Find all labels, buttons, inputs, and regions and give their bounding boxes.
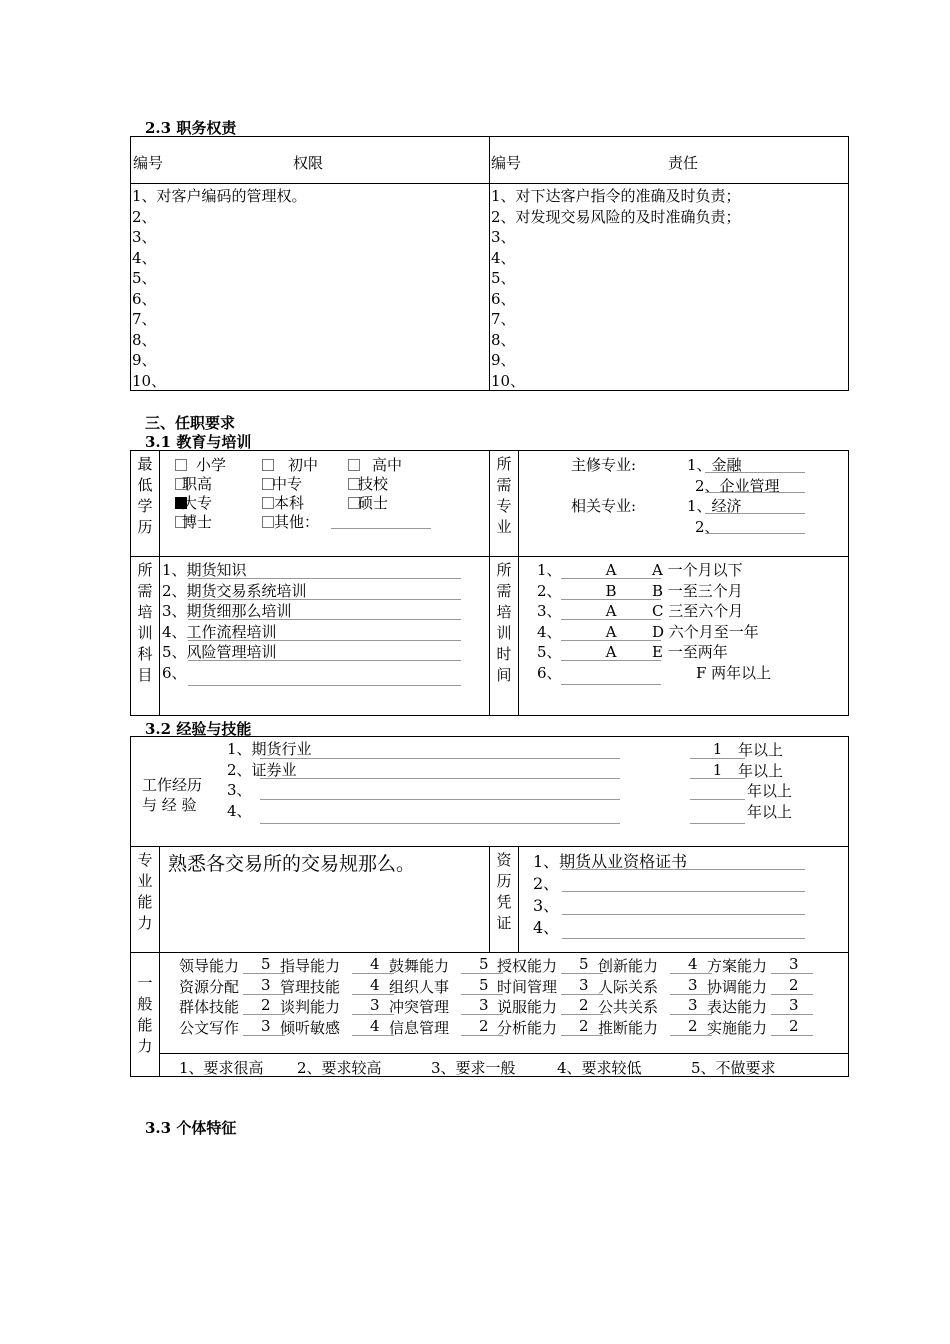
score-line xyxy=(771,973,813,974)
degree-label: 职高 xyxy=(182,475,213,493)
list-item: 1、对下达客户指令的准确及时负责； xyxy=(491,187,741,205)
ability-name: 冲突管理 xyxy=(389,998,450,1016)
list-item: 10、 xyxy=(491,371,526,390)
score-line xyxy=(670,973,712,974)
training-time-legend xyxy=(652,560,771,683)
list-item: 5、 xyxy=(491,269,516,287)
list-item: 2、 xyxy=(533,874,560,893)
related-major-1: 1、经济 xyxy=(687,497,742,515)
ability-score: 3 xyxy=(370,996,380,1014)
list-item: A 一个月以下 xyxy=(652,561,743,579)
score-line xyxy=(771,1035,813,1036)
list-item: 9、 xyxy=(491,351,516,369)
section-3-1-title: 3.1 教育与培训 xyxy=(145,433,252,451)
score-line xyxy=(243,973,285,974)
duty-header: 责任 xyxy=(668,154,699,172)
checkbox-bachelor[interactable] xyxy=(262,497,274,509)
ability-name: 方案能力 xyxy=(707,957,768,975)
ability-score: 5 xyxy=(261,955,271,973)
checkbox-primary[interactable] xyxy=(175,459,187,471)
ability-score: 3 xyxy=(789,996,799,1014)
list-item: 4、 xyxy=(491,248,516,267)
ability-score: 4 xyxy=(370,1017,380,1035)
degree-label: 博士 xyxy=(182,513,213,531)
ability-name: 鼓舞能力 xyxy=(389,957,450,975)
ability-name: 资源分配 xyxy=(179,978,240,996)
score-line xyxy=(243,994,285,995)
years-unit: 年以上 xyxy=(738,762,784,780)
list-item: 6、 xyxy=(132,289,157,308)
ability-score: 3 xyxy=(688,996,698,1014)
ability-name: 说服能力 xyxy=(497,998,558,1016)
list-item: 4、工作流程培训 xyxy=(162,622,277,641)
ability-score: 5 xyxy=(579,955,589,973)
score-line xyxy=(771,1014,813,1015)
training-time-value: A xyxy=(605,643,617,661)
ability-name: 群体技能 xyxy=(179,998,240,1016)
list-item: 2、期货交易系统培训 xyxy=(162,581,307,600)
list-item: 2、证券业 xyxy=(227,760,297,779)
ability-score: 2 xyxy=(789,1017,799,1035)
score-line xyxy=(243,1035,285,1036)
list-item: 6、 xyxy=(491,289,516,308)
section-3-3-title: 3.3 个体特征 xyxy=(145,1119,237,1137)
degree-label: 硕士 xyxy=(358,494,389,512)
work-experience-label-2: 与 经 验 xyxy=(142,796,197,814)
list-item: 8、 xyxy=(491,330,516,349)
list-item: 2、 xyxy=(537,581,562,600)
experience-years xyxy=(690,739,745,821)
score-line xyxy=(352,994,394,995)
score-line xyxy=(352,973,394,974)
credentials-list xyxy=(533,851,687,939)
score-line xyxy=(670,994,712,995)
duty-no-header: 编号 xyxy=(491,154,522,172)
years-unit: 年以上 xyxy=(747,803,793,821)
list-item: 1、期货行业 xyxy=(227,740,312,758)
list-item: 5、 xyxy=(537,643,562,661)
score-line xyxy=(561,994,603,995)
ability-score: 4 xyxy=(370,976,380,994)
other-input-line[interactable] xyxy=(331,528,431,529)
ability-score: 3 xyxy=(261,1017,271,1035)
degree-label: 大专 xyxy=(182,494,213,512)
ability-score: 3 xyxy=(789,955,799,973)
work-experience-label: 工作经历 xyxy=(142,776,203,794)
list-item: 2、对发现交易风险的及时准确负责； xyxy=(491,207,741,226)
ability-score: 3 xyxy=(479,996,489,1014)
checkbox-junior-high[interactable] xyxy=(262,459,274,471)
authority-header: 权限 xyxy=(293,154,324,172)
ability-name: 公共关系 xyxy=(598,998,659,1016)
main-major-label: 主修专业: xyxy=(571,456,637,474)
list-item: 1、期货从业资格证书 xyxy=(533,852,688,871)
list-item: 3、期货细那么培训 xyxy=(162,602,292,620)
training-time-value: A xyxy=(605,561,617,579)
experience-year-value xyxy=(690,780,745,801)
score-line xyxy=(670,1035,712,1036)
rating-legend-item: 4、要求较低 xyxy=(557,1059,642,1077)
duty-list xyxy=(491,186,741,391)
ability-name: 倾听敏感 xyxy=(280,1019,341,1037)
related-major-label: 相关专业: xyxy=(571,497,637,515)
ability-name: 组织人事 xyxy=(389,978,450,996)
ability-score: 4 xyxy=(370,955,380,973)
list-item: 8、 xyxy=(132,330,157,349)
min-education-label: 最低学历 xyxy=(137,455,153,536)
experience-year-value: 1 xyxy=(712,760,723,779)
ability-name: 时间管理 xyxy=(497,978,558,996)
authority-no-header: 编号 xyxy=(133,154,164,172)
credentials-label: 资历凭证 xyxy=(496,851,512,932)
list-item: F 两年以上 xyxy=(696,663,772,682)
rating-legend-item: 1、要求很高 xyxy=(179,1059,264,1077)
ability-name: 公文写作 xyxy=(179,1019,240,1037)
ability-name: 谈判能力 xyxy=(280,998,341,1016)
training-time-value: A xyxy=(605,602,617,620)
professional-ability-label: 专业能力 xyxy=(137,851,153,932)
score-line xyxy=(352,1014,394,1015)
list-item: 4、 xyxy=(227,801,252,820)
list-item: 5、风险管理培训 xyxy=(162,643,277,661)
list-item: 7、 xyxy=(132,310,157,328)
ability-name: 人际关系 xyxy=(598,978,659,996)
rating-legend-item: 2、要求较高 xyxy=(297,1059,382,1077)
degree-label: 其他： xyxy=(274,513,320,531)
rating-legend-item: 5、不做要求 xyxy=(691,1059,776,1077)
list-item: 1、 xyxy=(537,561,562,579)
list-item: 9、 xyxy=(132,351,157,369)
list-item: 3、 xyxy=(132,228,157,246)
degree-label: 初中 xyxy=(288,456,319,474)
degree-label: 中专 xyxy=(272,475,303,493)
ability-name: 管理技能 xyxy=(280,978,341,996)
list-item: 6、 xyxy=(537,663,562,682)
ability-name: 表达能力 xyxy=(707,998,768,1016)
ability-score: 2 xyxy=(579,1017,589,1035)
rating-legend-item: 3、要求一般 xyxy=(431,1059,516,1077)
work-experience-list xyxy=(227,739,312,821)
list-item: 5、 xyxy=(132,269,157,287)
ability-score: 2 xyxy=(789,976,799,994)
training-time-value: A xyxy=(605,622,617,641)
list-item: 3、 xyxy=(491,228,516,246)
related-major-2: 2、 xyxy=(695,518,720,536)
score-line xyxy=(352,1035,394,1036)
experience-year-value: 1 xyxy=(712,740,723,758)
list-item: E 一至两年 xyxy=(652,643,728,661)
list-item: C 三至六个月 xyxy=(652,602,744,620)
section-3-2-title: 3.2 经验与技能 xyxy=(145,720,252,738)
ability-name: 授权能力 xyxy=(497,957,558,975)
training-time-value xyxy=(561,663,661,684)
ability-score: 2 xyxy=(688,1017,698,1035)
authority-list xyxy=(132,186,307,391)
list-item: B 一至三个月 xyxy=(652,581,743,600)
score-line xyxy=(561,1014,603,1015)
degree-label: 技校 xyxy=(358,475,389,493)
ability-score: 4 xyxy=(688,955,698,973)
training-time-numbers xyxy=(537,560,562,683)
list-item: 3、 xyxy=(537,602,562,620)
ability-score: 2 xyxy=(579,996,589,1014)
list-item: 2、 xyxy=(132,207,157,226)
general-ability-label: 一般能力 xyxy=(137,974,153,1055)
score-line xyxy=(561,1035,603,1036)
score-line xyxy=(771,994,813,995)
ability-name: 协调能力 xyxy=(707,978,768,996)
list-item: 3、 xyxy=(227,781,252,799)
years-unit: 年以上 xyxy=(747,782,793,800)
list-item: 4、 xyxy=(537,622,562,641)
ability-score: 3 xyxy=(579,976,589,994)
years-unit: 年以上 xyxy=(738,741,784,759)
list-item: 4、 xyxy=(533,918,560,937)
list-item: 1、对客户编码的管理权。 xyxy=(132,187,307,205)
ability-name: 指导能力 xyxy=(280,957,341,975)
ability-score: 3 xyxy=(688,976,698,994)
main-major-2: 2、企业管理 xyxy=(695,477,780,495)
degree-label: 本科 xyxy=(274,494,305,512)
list-item: 3、 xyxy=(533,896,560,915)
list-item: 4、 xyxy=(132,248,157,267)
ability-name: 推断能力 xyxy=(598,1019,659,1037)
ability-score: 5 xyxy=(479,955,489,973)
score-line xyxy=(243,1014,285,1015)
ability-score: 3 xyxy=(261,976,271,994)
ability-name: 领导能力 xyxy=(179,957,240,975)
section-2-3-title: 2.3 职务权责 xyxy=(145,119,237,137)
training-time-value: B xyxy=(605,581,617,600)
ability-name: 分析能力 xyxy=(497,1019,558,1037)
score-line xyxy=(561,973,603,974)
ability-name: 实施能力 xyxy=(707,1019,768,1037)
degree-label: 高中 xyxy=(372,456,403,474)
ability-name: 创新能力 xyxy=(598,957,659,975)
section-3-title: 三、任职要求 xyxy=(145,414,236,432)
training-subjects-label: 所需培训科目 xyxy=(137,561,153,684)
training-time-label: 所需培训时间 xyxy=(496,561,512,684)
ability-score: 2 xyxy=(479,1017,489,1035)
list-item: 1、期货知识 xyxy=(162,561,247,579)
main-major-1: 1、金融 xyxy=(687,456,742,474)
list-item: 7、 xyxy=(491,310,516,328)
required-major-label: 所需专业 xyxy=(496,455,512,536)
list-item: D 六个月至一年 xyxy=(652,622,759,641)
list-item: 10、 xyxy=(132,371,167,390)
ability-score: 2 xyxy=(261,996,271,1014)
checkbox-other[interactable] xyxy=(262,516,274,528)
degree-label: 小学 xyxy=(196,456,227,474)
ability-name: 信息管理 xyxy=(389,1019,450,1037)
score-line xyxy=(670,1014,712,1015)
experience-year-value xyxy=(690,801,745,822)
professional-ability-text: 熟悉各交易所的交易规那么。 xyxy=(168,853,416,875)
list-item: 6、 xyxy=(162,663,187,682)
checkbox-high-school[interactable] xyxy=(348,459,360,471)
ability-score: 5 xyxy=(479,976,489,994)
